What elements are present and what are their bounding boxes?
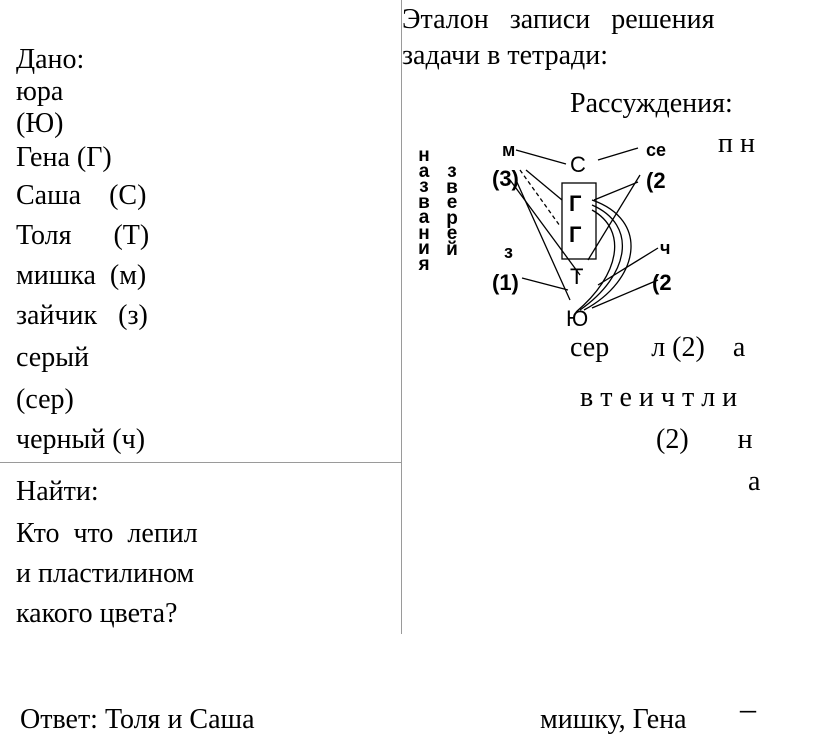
diagram-label-m-count: (3) xyxy=(492,166,519,191)
given-line: серый xyxy=(16,342,89,373)
diagram-label-s: С xyxy=(570,152,586,177)
reasoning-label: Рассуждения: xyxy=(570,88,733,119)
given-line: (сер) xyxy=(16,384,74,415)
reasoning-row: а xyxy=(748,466,761,497)
reasoning-row: п н xyxy=(718,128,755,159)
reasoning-row: сер л (2) а xyxy=(570,332,746,363)
diagram-label-z-count: (1) xyxy=(492,270,519,295)
section-divider xyxy=(0,462,402,463)
diagram-label-t: Т xyxy=(570,264,584,289)
given-line: (Ю) xyxy=(16,108,64,139)
relation-diagram xyxy=(480,130,680,330)
vertical-word-animals: зверей xyxy=(446,161,458,260)
given-line: юра xyxy=(16,76,64,107)
reasoning-row: (2) н xyxy=(656,424,753,455)
given-line: мишка (м) xyxy=(16,260,147,291)
given-line: зайчик (з) xyxy=(16,300,148,331)
given-line: Саша (С) xyxy=(16,180,147,211)
reasoning-row: в т е и ч т л и xyxy=(580,382,738,413)
given-line: Толя (Т) xyxy=(16,220,150,251)
diagram-label-m: м xyxy=(502,140,516,160)
find-line: Кто что лепил xyxy=(16,518,198,549)
answer-left: Ответ: Толя и Саша xyxy=(20,704,255,735)
answer-dash: – xyxy=(740,690,756,726)
column-divider xyxy=(401,0,402,634)
diagram-label-g1: Г xyxy=(569,191,582,216)
diagram-label-z: з xyxy=(504,242,513,262)
find-line: и пластилином xyxy=(16,558,195,589)
answer-right: мишку, Гена xyxy=(540,704,687,735)
given-line: черный (ч) xyxy=(16,424,146,455)
find-heading: Найти: xyxy=(16,476,99,507)
solution-title-2: задачи в тетради: xyxy=(402,40,609,71)
diagram-label-g2: Г xyxy=(569,222,582,247)
solution-title: Эталон записи решения xyxy=(402,4,715,35)
diagram-label-ch-count: (2 xyxy=(652,270,672,295)
diagram-label-yu: Ю xyxy=(566,306,589,330)
given-heading: Дано: xyxy=(16,44,85,75)
find-line: какого цвета? xyxy=(16,598,178,629)
given-line: Гена (Г) xyxy=(16,142,112,173)
diagram-label-ch: ч xyxy=(660,238,671,258)
diagram-label-s-count: (2 xyxy=(646,168,666,193)
vertical-word-names: названия xyxy=(418,145,430,275)
diagram-label-se: се xyxy=(646,140,667,160)
